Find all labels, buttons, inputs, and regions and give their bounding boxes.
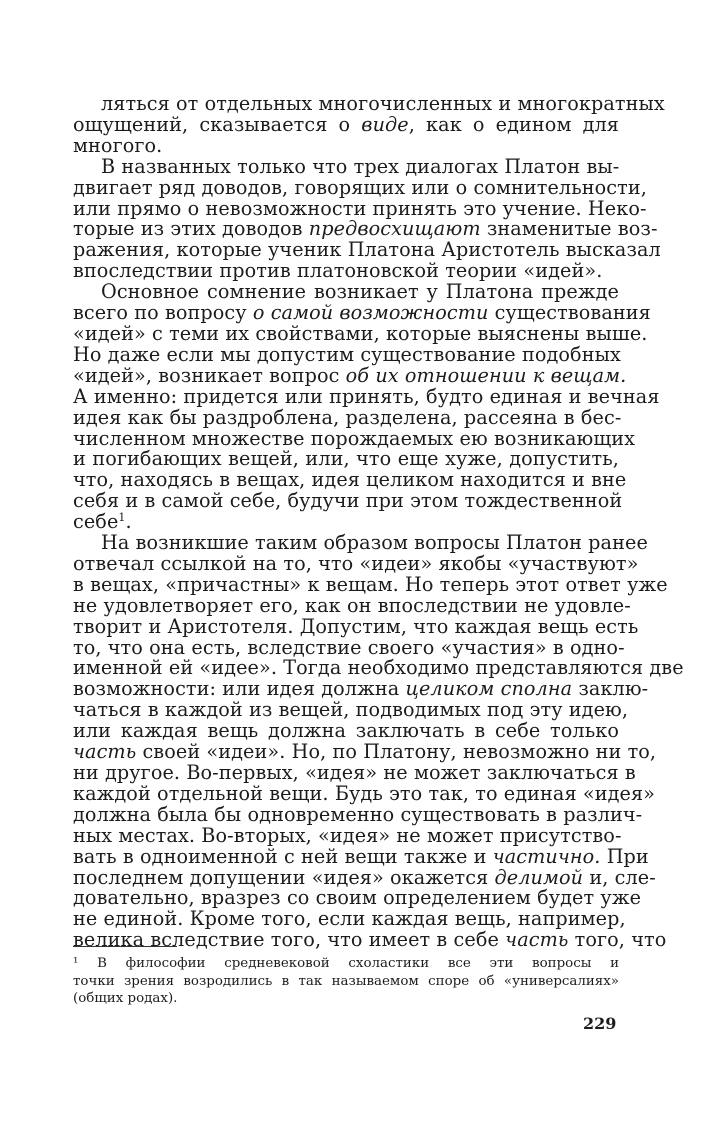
text-line: себе$^1$. (73, 510, 132, 534)
text-line: или прямо о невозможности принять это учение. Неко- (73, 196, 647, 220)
text-line: или каждая вещь должна заключать в себе только (73, 719, 619, 743)
emphasis: об их отношении к вещам. (345, 363, 627, 387)
page-body (73, 92, 684, 952)
text-line: довательно, вразрез со своим определением будет уже (73, 886, 642, 910)
text-line: ных местах. Во-вторых, «идея» не может присутство- (73, 823, 622, 847)
text-line: ляться от отдельных многочисленных и многократных (101, 92, 665, 115)
footnote-reference[interactable]: 1 (118, 511, 126, 525)
paragraph (73, 154, 661, 283)
emphasis: частично. (492, 844, 601, 868)
emphasis: целиком сполна (405, 677, 573, 701)
text-line: то, что она есть, вследствие своего «участия» в одно- (73, 635, 625, 659)
footnote (73, 955, 619, 1008)
text-line: возможности: или идея должна целиком сполна заклю- (73, 677, 649, 701)
text-line: ражения, которые ученик Платона Аристотель высказал (73, 238, 661, 262)
text-line: именной ей «идее». Тогда необходимо представляются две (73, 656, 684, 680)
text-line: отвечал ссылкой на то, что «идеи» якобы «участвуют» (73, 551, 639, 575)
footnote-line: ¹ В философии средневековой схоластики все эти вопросы и (73, 956, 619, 971)
text-line: всего по вопросу о самой возможности существования (73, 301, 651, 325)
text-line: идея как бы раздроблена, разделена, рассеяна в бес- (73, 405, 622, 429)
text-line: чаться в каждой из вещей, подводимых под эту идею, (73, 698, 629, 722)
text-line: творит и Аристотеля. Допустим, что каждая вещь есть (73, 614, 639, 638)
main-text (73, 92, 684, 952)
text-line: не удовлетворяет его, как он впоследствии не удовле- (73, 593, 631, 617)
emphasis: часть (505, 928, 569, 952)
text-line: численном множестве порождаемых ею возникающих (73, 426, 636, 450)
text-line: и погибающих вещей, или, что еще хуже, допустить, (73, 447, 619, 471)
text-line: часть своей «идеи». Но, по Платону, невозможно ни то, (73, 740, 657, 764)
text-line: многого. (73, 133, 163, 157)
text-line: впоследствии против платоновской теории «идей». (73, 259, 603, 283)
emphasis: предвосхищают (308, 217, 481, 241)
page-number: 229 (583, 1014, 617, 1033)
text-line: двигает ряд доводов, говорящих или о сомнительности, (73, 175, 647, 199)
text-line: вать в одноименной с ней вещи также и частично. При (73, 844, 649, 868)
text-line: последнем допущении «идея» окажется делимой и, сле- (73, 865, 656, 889)
emphasis: делимой (494, 865, 584, 889)
footnote-divider (73, 946, 177, 947)
text-line: А именно: придется или принять, будто единая и вечная (73, 384, 660, 408)
text-line: велика вследствие того, что имеет в себе часть того, что (73, 928, 667, 952)
paragraph (73, 280, 660, 534)
text-line: торые из этих доводов предвосхищают знаменитые воз- (73, 217, 658, 241)
text-line: каждой отдельной вещи. Будь это так, то единая «идея» (73, 781, 656, 805)
text-line: На возникшие таким образом вопросы Платон ранее (101, 531, 648, 555)
paragraph (73, 531, 684, 952)
text-line: ни другое. Во-первых, «идея» не может заключаться в (73, 761, 636, 784)
text-line: должна была бы одновременно существовать в различ- (73, 802, 643, 826)
text-line: В названных только что трех диалогах Платон вы- (101, 154, 620, 178)
text-line: «идей», возникает вопрос об их отношении к вещам. (73, 363, 627, 387)
text-line: Основное сомнение возникает у Платона прежде (101, 280, 619, 304)
text-line: что, находясь в вещах, идея целиком находится и вне (73, 468, 627, 492)
paragraph (73, 92, 665, 157)
text-line: себя и в самой себе, будучи при этом тождественной (73, 489, 623, 513)
text-line: не единой. Кроме того, если каждая вещь, например, (73, 907, 626, 931)
emphasis: о самой возможности (252, 301, 489, 325)
text-line: в вещах, «причастны» к вещам. Но теперь этот ответ уже (73, 572, 668, 596)
text-line: «идей» с теми их свойствами, которые выяснены выше. (73, 321, 648, 345)
footnote-line: точки зрения возродились в так называемом споре об «универсалиях» (73, 973, 619, 989)
footnote-line: (общих родах). (73, 991, 178, 1006)
text-line: ощущений, сказывается о виде, как о едином для (73, 112, 619, 136)
text-line: Но даже если мы допустим существование подобных (73, 342, 621, 366)
emphasis: виде (361, 112, 409, 136)
emphasis: часть (73, 740, 137, 764)
